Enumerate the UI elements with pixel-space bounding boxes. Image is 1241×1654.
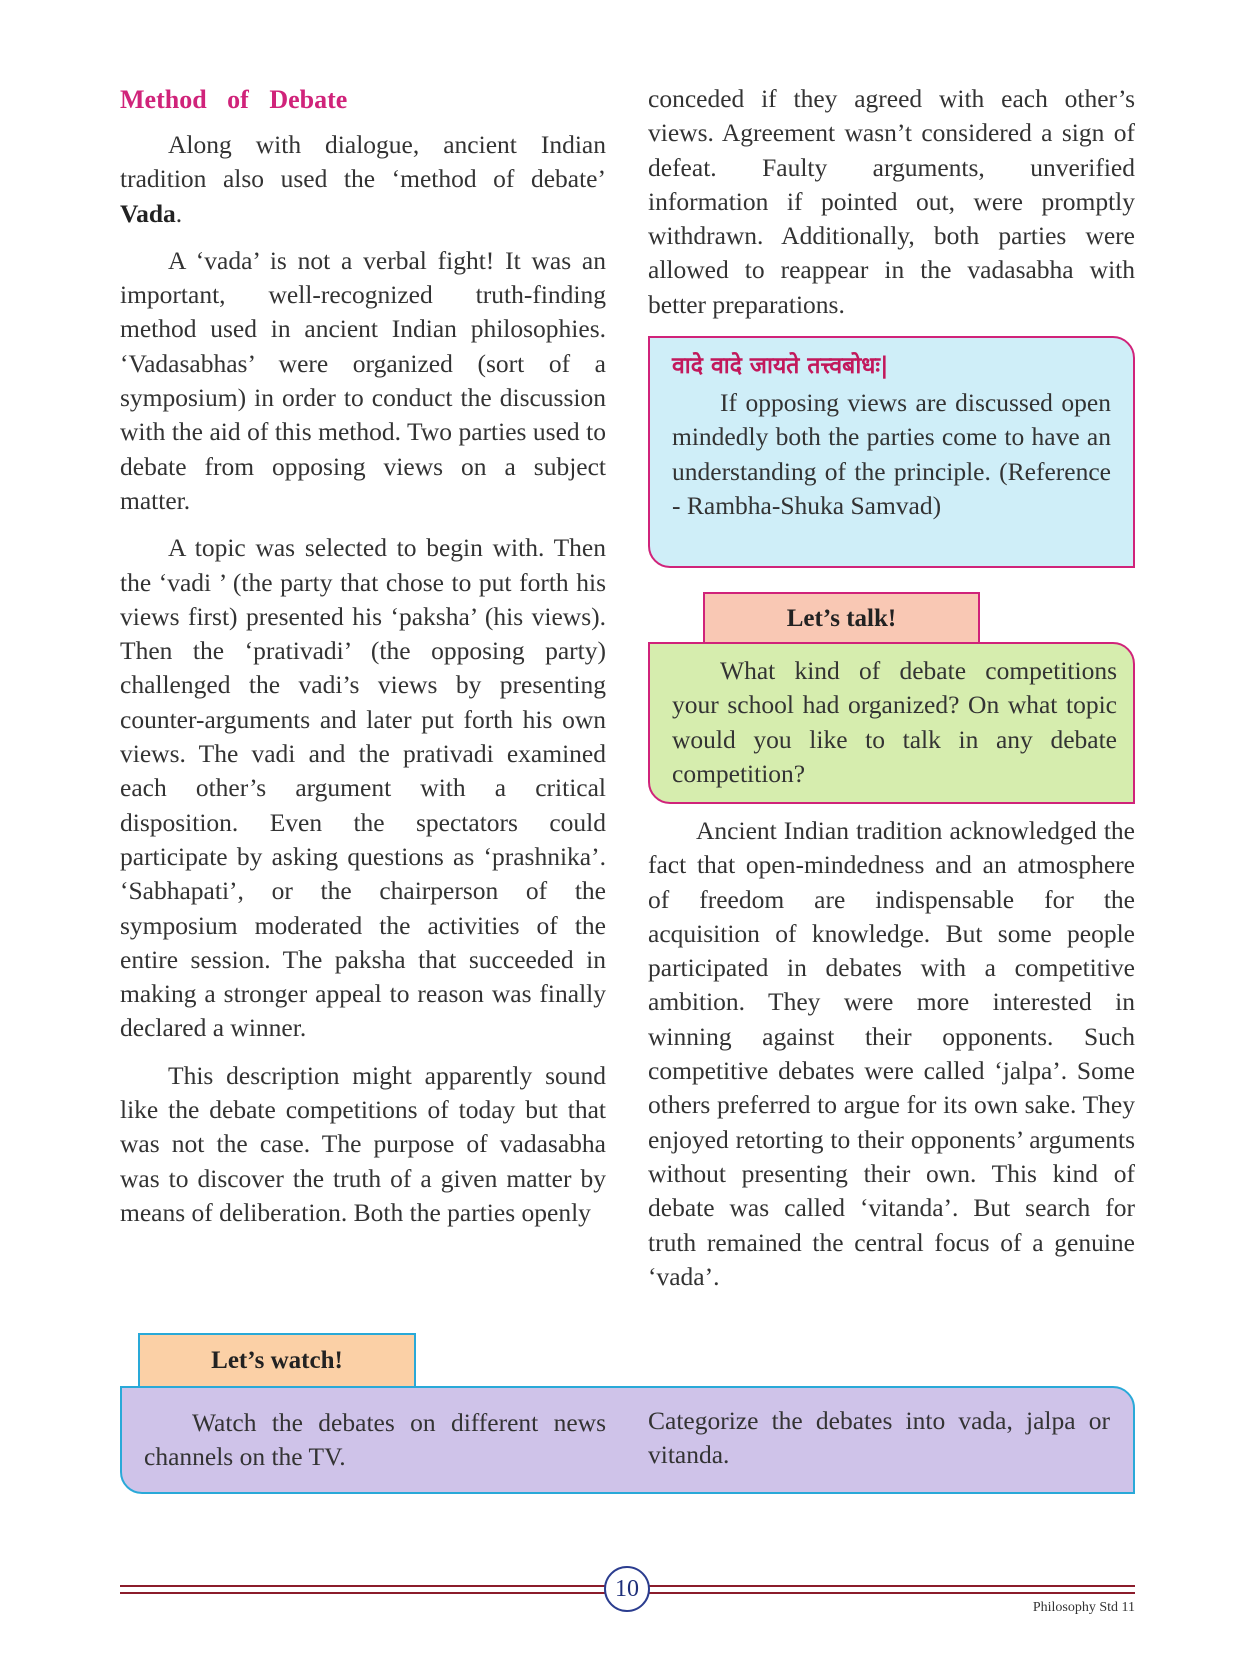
lets-talk-text: What kind of debate competitions your school had organized? On what topic would you like to talk in any debate competition? <box>672 656 1117 788</box>
paragraph-jalpa-vitanda: Ancient Indian tradition acknowledged the fact that open-mindedness and an atmosphere of freedom are indispensable for the acquisition of knowledge. But some people participated in debates with a competitive ambition. They were more interested in winning against their opponents. Such competitive debates were called ‘jalpa’. Some others preferred to argue for its own sake. They enjoyed retorting to their opponents’ arguments without presenting their own. This kind of debate was called ‘vitanda’. But search for truth remained the central focus of a genuine ‘vada’. <box>648 816 1135 1291</box>
sanskrit-quote-text: If opposing views are discussed open mindedly both the parties come to have an understanding of the principle. (Reference - Rambha-Shuka Samvad) <box>672 388 1111 520</box>
right-column-lower <box>648 814 1135 1294</box>
paragraph-intro-end: . <box>175 198 183 228</box>
paragraph-intro <box>120 128 606 231</box>
paragraph-debate-process: A topic was selected to begin with. Then the ‘vadi ’ (the party that chose to put forth his views first) presented his ‘paksha’ (his views). Then the ‘prativadi’ (the opposing party) challenged the vadi’s views by presenting counter-arguments and later put forth his own views. The vadi and the prativadi examined each other’s argument with a critical disposition. Even the spectators could participate by asking questions as ‘prashnika’. ‘Sabhapati’, or the chairperson of the symposium moderated the activities of the entire session. The paksha that succeeded in making a stronger appeal to reason was finally declared a winner. <box>120 533 606 1043</box>
paragraph-continued: conceded if they agreed with each other’s views. Agreement wasn’t considered a sign of defeat. Faulty arguments, unverified information if pointed out, were promptly withdrawn. Additionally, both parties were allowed to reappear in the vadasabha with better preparations. <box>648 84 1135 319</box>
paragraph-intro-text: Along with dialogue, ancient Indian tradition also used the ‘method of debate’ <box>120 130 606 194</box>
section-title: Method of Debate <box>120 85 348 114</box>
left-column <box>120 82 606 1230</box>
lets-watch-box <box>120 1386 1135 1494</box>
lets-watch-tab: Let’s watch! <box>138 1333 416 1386</box>
paragraph-vadasabha-purpose: This description might apparently sound like the debate competitions of today but that was not the case. The purpose of vadasabha was to discover the truth of a given matter by means of deliberation. Both the parties openly <box>120 1060 606 1227</box>
page-number: 10 <box>604 1566 650 1612</box>
sanskrit-quote-box <box>648 336 1135 568</box>
lets-talk-tab: Let’s talk! <box>703 592 980 643</box>
sanskrit-heading: वादे वादे जायते तत्त्वबोधः| <box>672 353 889 379</box>
paragraph-vada-definition: A ‘vada’ is not a verbal fight! It was an important, well-recognized truth-finding method used in ancient Indian philosophies. ‘Vadasabhas’ were organized (sort of a symposium) in order to conduct the discussion with the aid of this method. Two parties used to debate from opposing views on a subject matter. <box>120 245 606 515</box>
right-column <box>648 82 1135 322</box>
lets-watch-left-text: Watch the debates on different news channels on the TV. <box>144 1408 606 1472</box>
book-title: Philosophy Std 11 <box>1032 1600 1135 1615</box>
lets-watch-right-text: Categorize the debates into vada, jalpa or vitanda. <box>648 1406 1110 1470</box>
lets-talk-box <box>648 642 1135 804</box>
vada-term: Vada <box>120 198 176 228</box>
